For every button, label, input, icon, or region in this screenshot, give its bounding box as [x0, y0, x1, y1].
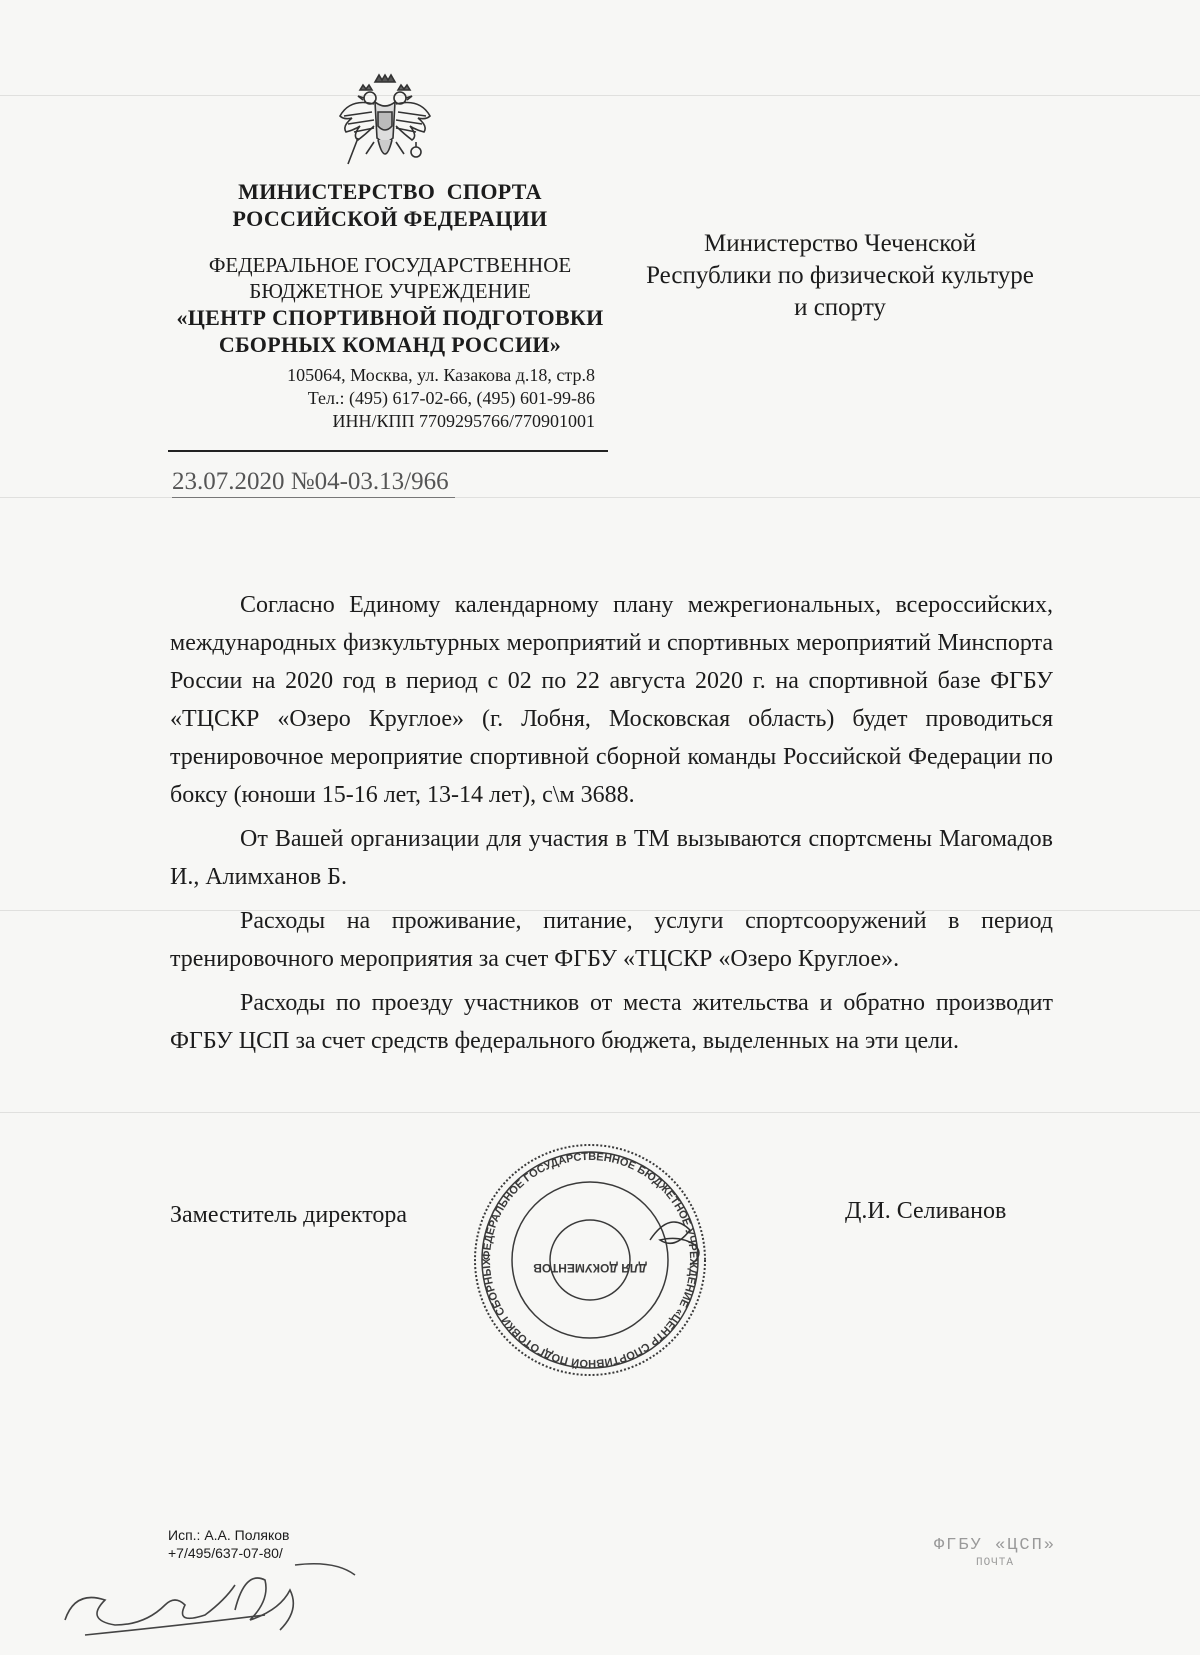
org-name-line3: «ЦЕНТР СПОРТИВНОЙ ПОДГОТОВКИ: [176, 305, 604, 330]
header-divider: [168, 450, 608, 452]
svg-text:ФЕДЕРАЛЬНОЕ ГОСУДАРСТВЕННОЕ БЮ: [470, 1140, 699, 1369]
recipient-line1: Министерство Чеченской: [703, 230, 976, 257]
recipient-line3: и спорту: [794, 294, 886, 321]
org-name-line4: СБОРНЫХ КОМАНД РОССИИ»: [218, 332, 562, 357]
ministry-name-line2: РОССИЙСКОЙ ФЕДЕРАЦИИ: [232, 206, 548, 231]
mail-stamp: [920, 1536, 1070, 1569]
body-paragraph-4: Расходы по проезду участников от места жительства и обратно производит ФГБУ ЦСП за счет средств федерального бюджета, выделенных на эти цели.: [170, 990, 1053, 1054]
body-paragraph-1: Согласно Единому календарному плану межрегиональных, всероссийских, международных физкультурных мероприятий и спортивных мероприятий Минспорта России на 2020 год в период с 02 по 22 августа 2020 г. на спортивной базе ФГБУ «ТЦСКР «Озеро Круглое» (г. Лобня, Московская область) будет проводиться тренировочное мероприятие спортивной сборной команды Российской Федерации по боксу (юноши 15-16 лет, 13-14 лет), с\м 3688.: [170, 592, 1053, 808]
sender-phones: Тел.: (495) 617-02-66, (495) 601-99-86: [307, 388, 595, 408]
sender-inn: ИНН/КПП 7709295766/770901001: [332, 411, 595, 431]
scan-artifact-line: [0, 1112, 1200, 1113]
double-headed-eagle-emblem-icon: [330, 68, 440, 178]
sender-header: [160, 178, 620, 358]
executor-phone: +7/495/637-07-80/: [168, 1545, 283, 1561]
signatory-position: Заместитель директора: [170, 1202, 408, 1228]
organization-seal: [470, 1140, 710, 1380]
ministry-name-line1: МИНИСТЕРСТВО СПОРТА: [238, 179, 542, 204]
document-reference: [172, 467, 455, 498]
seal-outer-text: ФЕДЕРАЛЬНОЕ ГОСУДАРСТВЕННОЕ БЮДЖЕТНОЕ УЧРЕЖДЕНИЕ «ЦЕНТР СПОРТИВНОЙ ПОДГОТОВКИ СБОРНЫХ: [480, 1150, 700, 1370]
scan-artifact-line: [0, 95, 1200, 96]
seal-inner-text: ДЛЯ ДОКУМЕНТОВ: [533, 1261, 647, 1275]
executor-name: Исп.: А.А. Поляков: [168, 1527, 290, 1543]
recipient-block: [628, 228, 1052, 324]
org-name-line1: ФЕДЕРАЛЬНОЕ ГОСУДАРСТВЕННОЕ: [208, 253, 572, 277]
mail-stamp-line1: ФГБУ «ЦСП»: [933, 1536, 1057, 1555]
handwritten-signature: [55, 1550, 375, 1650]
sender-contacts: [215, 364, 595, 433]
document-number: №04-03.13/966: [290, 468, 449, 495]
letter-body: [170, 586, 1053, 1060]
recipient-line2: Республики по физической культуре: [646, 262, 1034, 289]
body-paragraph-3: Расходы на проживание, питание, услуги спортсооружений в период тренировочного мероприятия за счет ФГБУ «ТЦСКР «Озеро Круглое».: [170, 908, 1053, 972]
mail-stamp-line2: ПОЧТА: [975, 1557, 1014, 1569]
org-name-line2: БЮДЖЕТНОЕ УЧРЕЖДЕНИЕ: [249, 279, 531, 303]
sender-address: 105064, Москва, ул. Казакова д.18, стр.8: [287, 365, 595, 385]
signatory-name: Д.И. Селиванов: [845, 1198, 1007, 1224]
body-paragraph-2: От Вашей организации для участия в ТМ вызываются спортсмены Магомадов И., Алимханов Б.: [170, 826, 1053, 890]
document-date: 23.07.2020: [172, 468, 285, 495]
